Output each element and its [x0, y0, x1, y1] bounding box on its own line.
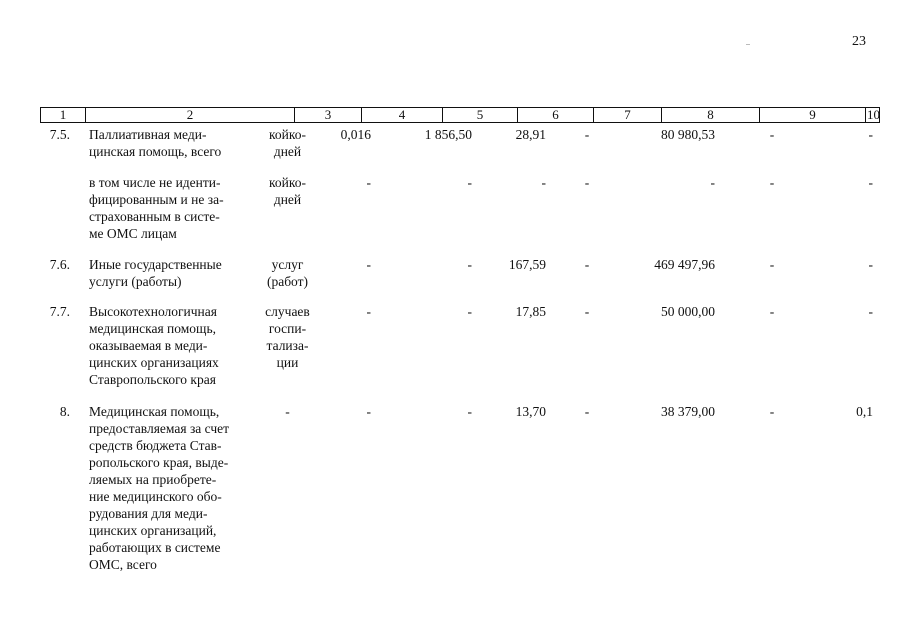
row-unit-line: тализа-: [266, 338, 309, 353]
row-value-c4: -: [366, 304, 371, 319]
column-header-row: [40, 107, 880, 123]
row-name-line: ОМС, всего: [89, 557, 157, 572]
row-name-line: Паллиативная меди-: [89, 127, 207, 142]
row-value-c7: -: [584, 257, 590, 272]
row-value-c10: -: [868, 175, 873, 190]
scan-mark: [746, 44, 750, 45]
row-number: 8.: [59, 404, 70, 419]
row-name-line: цинских организаций,: [89, 523, 217, 538]
row-number: 7.5.: [49, 127, 70, 142]
row-unit-line: -: [285, 404, 290, 419]
row-number: 7.6.: [49, 257, 70, 272]
col-header-7: 7: [594, 108, 662, 122]
row-value-c6: 28,91: [515, 127, 546, 142]
row-value-c10: -: [868, 257, 873, 272]
row-value-c5: -: [467, 175, 472, 190]
row-value-c6: 167,59: [508, 257, 546, 272]
row-value-c8: 80 980,53: [661, 127, 715, 142]
col-header-1: 1: [41, 108, 86, 122]
row-name-line: в том числе не иденти-: [89, 175, 221, 190]
col-header-5: 5: [443, 108, 518, 122]
row-name-line: страхованным в систе-: [89, 209, 220, 224]
row-value-c5: -: [467, 404, 472, 419]
row-name-line: услуги (работы): [89, 274, 182, 289]
row-value-c4: -: [366, 404, 371, 419]
row-name-line: средств бюджета Став-: [89, 438, 222, 453]
row-name-line: рудования для меди-: [89, 506, 208, 521]
col-header-2: 2: [86, 108, 295, 122]
row-unit-line: койко-: [269, 127, 306, 142]
row-unit-line: госпи-: [268, 321, 307, 336]
col-header-3: 3: [295, 108, 362, 122]
row-value-c7: -: [584, 404, 590, 419]
row-name-line: предоставляемая за счет: [89, 421, 230, 436]
col-header-9: 9: [760, 108, 866, 122]
row-name-line: ме ОМС лицам: [89, 226, 177, 241]
row-name-line: ропольского края, выде-: [89, 455, 229, 470]
row-value-c5: -: [467, 304, 472, 319]
row-value-c7: -: [584, 127, 590, 142]
page-number: 23: [852, 34, 866, 49]
col-header-6: 6: [518, 108, 594, 122]
row-value-c5: -: [467, 257, 472, 272]
row-name-line: Медицинская помощь,: [89, 404, 220, 419]
row-unit-line: случаев: [265, 304, 310, 319]
row-name-line: работающих в системе: [89, 540, 221, 555]
row-value-c6: 17,85: [515, 304, 546, 319]
row-unit-line: услуг: [271, 257, 304, 272]
row-value-c6: -: [541, 175, 546, 190]
row-unit-line: (работ): [266, 274, 309, 289]
row-value-c4: 0,016: [340, 127, 371, 142]
row-name-line: Высокотехнологичная: [89, 304, 217, 319]
row-name-line: цинская помощь, всего: [89, 144, 222, 159]
col-header-8: 8: [662, 108, 760, 122]
row-value-c8: -: [710, 175, 715, 190]
row-value-c7: -: [584, 304, 590, 319]
row-value-c4: -: [366, 175, 371, 190]
row-name-line: Иные государственные: [89, 257, 222, 272]
row-name-line: ние медицинского обо-: [89, 489, 222, 504]
row-value-c10: 0,1: [856, 404, 873, 419]
row-unit-line: дней: [273, 144, 302, 159]
row-value-c9: -: [769, 404, 775, 419]
row-value-c8: 469 497,96: [654, 257, 715, 272]
row-name-line: медицинская помощь,: [89, 321, 216, 336]
row-value-c6: 13,70: [515, 404, 546, 419]
row-value-c4: -: [366, 257, 371, 272]
col-header-4: 4: [362, 108, 443, 122]
col-header-10: 10: [867, 107, 880, 122]
row-value-c9: -: [769, 127, 775, 142]
row-value-c10: -: [868, 304, 873, 319]
row-value-c5: 1 856,50: [424, 127, 472, 142]
row-value-c9: -: [769, 175, 775, 190]
row-value-c8: 50 000,00: [661, 304, 715, 319]
row-name-line: цинских организациях: [89, 355, 219, 370]
row-value-c7: -: [584, 175, 590, 190]
row-name-line: оказываемая в меди-: [89, 338, 208, 353]
row-value-c10: -: [868, 127, 873, 142]
row-value-c9: -: [769, 304, 775, 319]
row-unit-line: дней: [273, 192, 302, 207]
row-name-line: фицированным и не за-: [89, 192, 224, 207]
row-name-line: ляемых на приобрете-: [89, 472, 217, 487]
row-value-c8: 38 379,00: [661, 404, 715, 419]
row-name-line: Ставропольского края: [89, 372, 216, 387]
row-unit-line: ции: [276, 355, 299, 370]
row-unit-line: койко-: [269, 175, 306, 190]
row-value-c9: -: [769, 257, 775, 272]
row-number: 7.7.: [49, 304, 70, 319]
